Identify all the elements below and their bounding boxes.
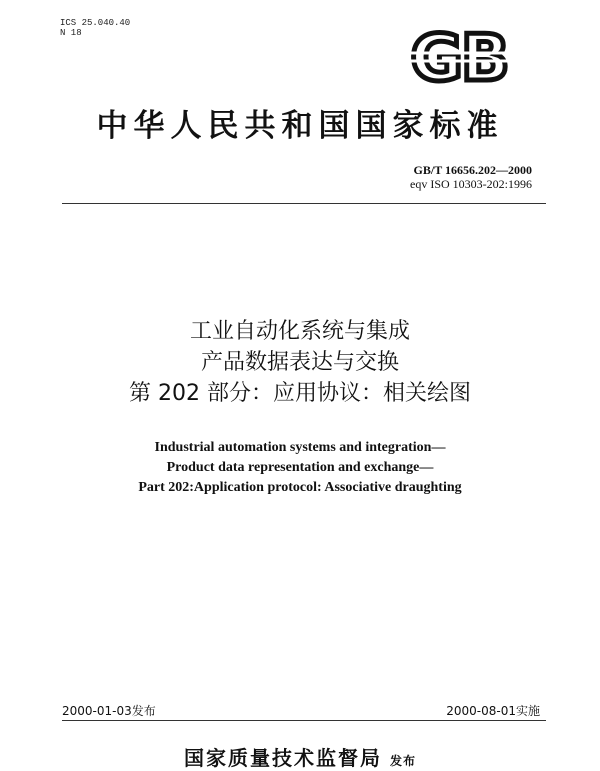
equivalent-standard: eqv ISO 10303-202:1996: [410, 177, 532, 191]
title-en-line-1: Industrial automation systems and integration—: [154, 440, 446, 455]
publisher-name: 国家质量技术监督局: [183, 746, 382, 770]
title-cn-line-1: 工业自动化系统与集成: [189, 319, 410, 344]
header-divider: [62, 203, 546, 204]
footer-divider: [62, 720, 546, 721]
gb-logo-text: GB: [410, 22, 508, 92]
gb-logo: [398, 20, 520, 92]
publisher: [0, 742, 600, 771]
title-chinese: [0, 316, 600, 409]
title-english: [0, 438, 600, 498]
title-en-line-3: Part 202:Application protocol: Associative draughting: [138, 480, 462, 495]
issue-date: 2000-01-03发布: [62, 704, 156, 718]
title-cn-line-2: 产品数据表达与交换: [200, 350, 399, 375]
standard-code: [410, 163, 532, 191]
standard-number: GB/T 16656.202—2000: [413, 163, 532, 177]
implementation-date: 2000-08-01实施: [446, 704, 540, 718]
title-cn-line-3: 第 202 部分：应用协议：相关绘图: [129, 381, 471, 406]
ccs-code: N 18: [60, 28, 82, 38]
publisher-suffix: 发布: [389, 754, 416, 768]
standard-name: 中华人民共和国国家标准: [96, 108, 504, 144]
classification-codes: [60, 18, 130, 38]
ics-code: ICS 25.040.40: [60, 18, 131, 28]
title-en-line-2: Product data representation and exchange—: [166, 460, 434, 475]
